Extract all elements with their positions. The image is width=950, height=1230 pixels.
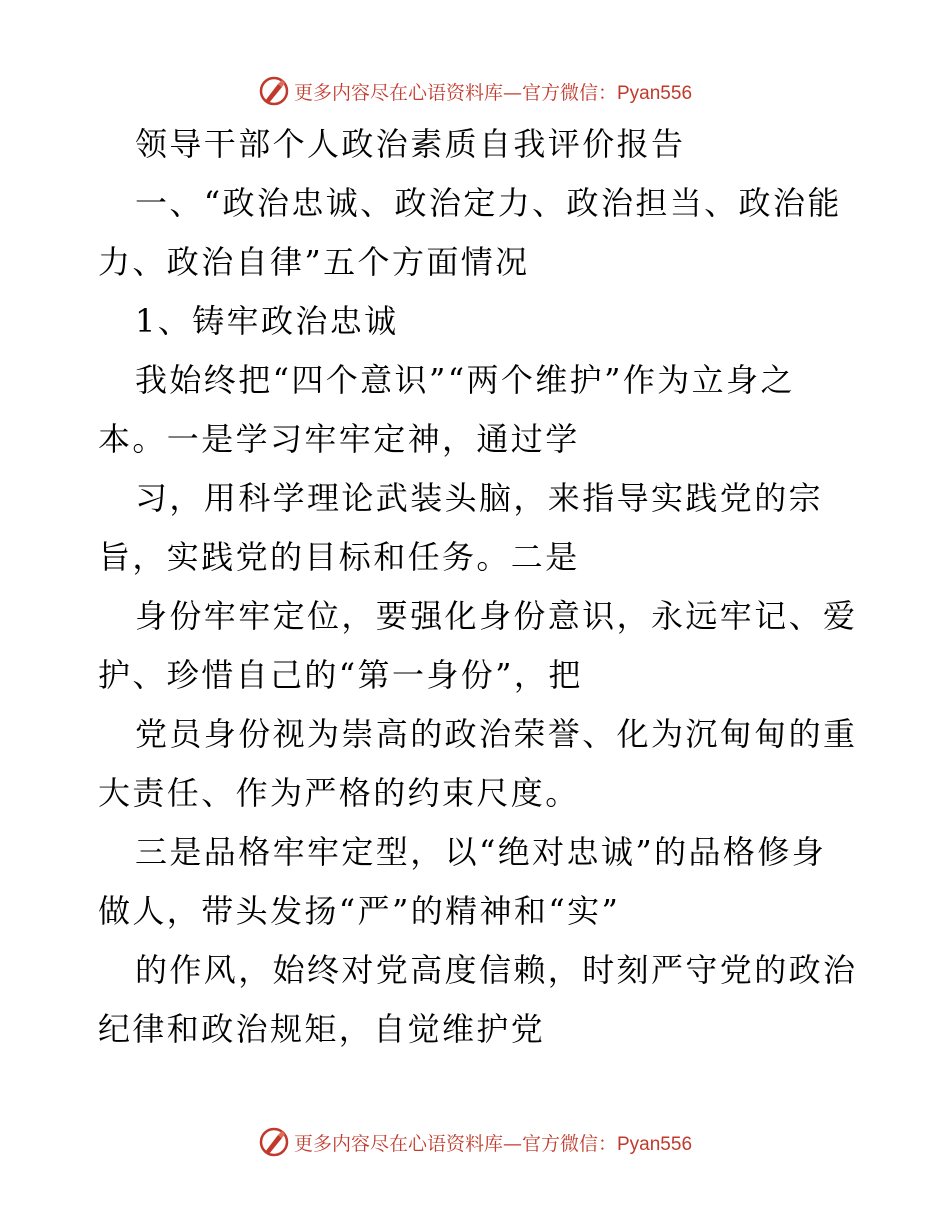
paragraph-line: 身份牢牢定位，要强化身份意识，永远牢记、爱: [135, 597, 858, 635]
paragraph-line: 我始终把“四个意识”“两个维护”作为立身之: [135, 361, 795, 399]
banner-main-text: 更多内容尽在心语资料库: [293, 1132, 503, 1155]
section-heading-line: 一、“政治忠诚、政治定力、政治担当、政治能: [135, 184, 842, 222]
banner-text: [294, 78, 692, 105]
header-banner: [0, 71, 950, 111]
pen-logo-icon: [258, 1126, 290, 1158]
banner-wechat-label: 官方微信：: [521, 82, 617, 104]
paragraph-line: 习，用科学理论武装头脑，来指导实践党的宗: [135, 479, 824, 517]
banner-wechat-id: Pyan556: [617, 1133, 693, 1155]
paragraph-line: 做人，带头发扬“严”的精神和“实”: [98, 892, 621, 930]
banner-separator: —: [502, 81, 522, 104]
banner-text: [294, 1129, 692, 1156]
paragraph-line: 护、珍惜自己的“第一身份”，把: [98, 656, 583, 694]
footer-banner: [0, 1122, 950, 1162]
banner-main-text: 更多内容尽在心语资料库: [293, 81, 503, 104]
pen-logo-icon: [258, 75, 290, 107]
banner-wechat-id: Pyan556: [617, 82, 693, 104]
document-body: [98, 115, 858, 1059]
paragraph-line: 的作风，始终对党高度信赖，时刻严守党的政治: [135, 951, 858, 989]
paragraph-line: 党员身份视为崇高的政治荣誉、化为沉甸甸的重: [135, 715, 858, 753]
document-title: 领导干部个人政治素质自我评价报告: [135, 125, 686, 163]
paragraph-line: 三是品格牢牢定型，以“绝对忠诚”的品格修身: [135, 833, 827, 871]
banner-separator: —: [502, 1132, 522, 1155]
paragraph-line: 本。一是学习牢牢定神，通过学: [98, 420, 580, 458]
section-heading-line: 力、政治自律”五个方面情况: [98, 243, 530, 281]
paragraph-line: 大责任、作为严格的约束尺度。: [98, 774, 580, 812]
subsection-heading: 1、铸牢政治忠诚: [135, 302, 399, 340]
banner-wechat-label: 官方微信：: [521, 1133, 617, 1155]
paragraph-line: 纪律和政治规矩，自觉维护党: [98, 1010, 546, 1048]
paragraph-line: 旨，实践党的目标和任务。二是: [98, 538, 580, 576]
